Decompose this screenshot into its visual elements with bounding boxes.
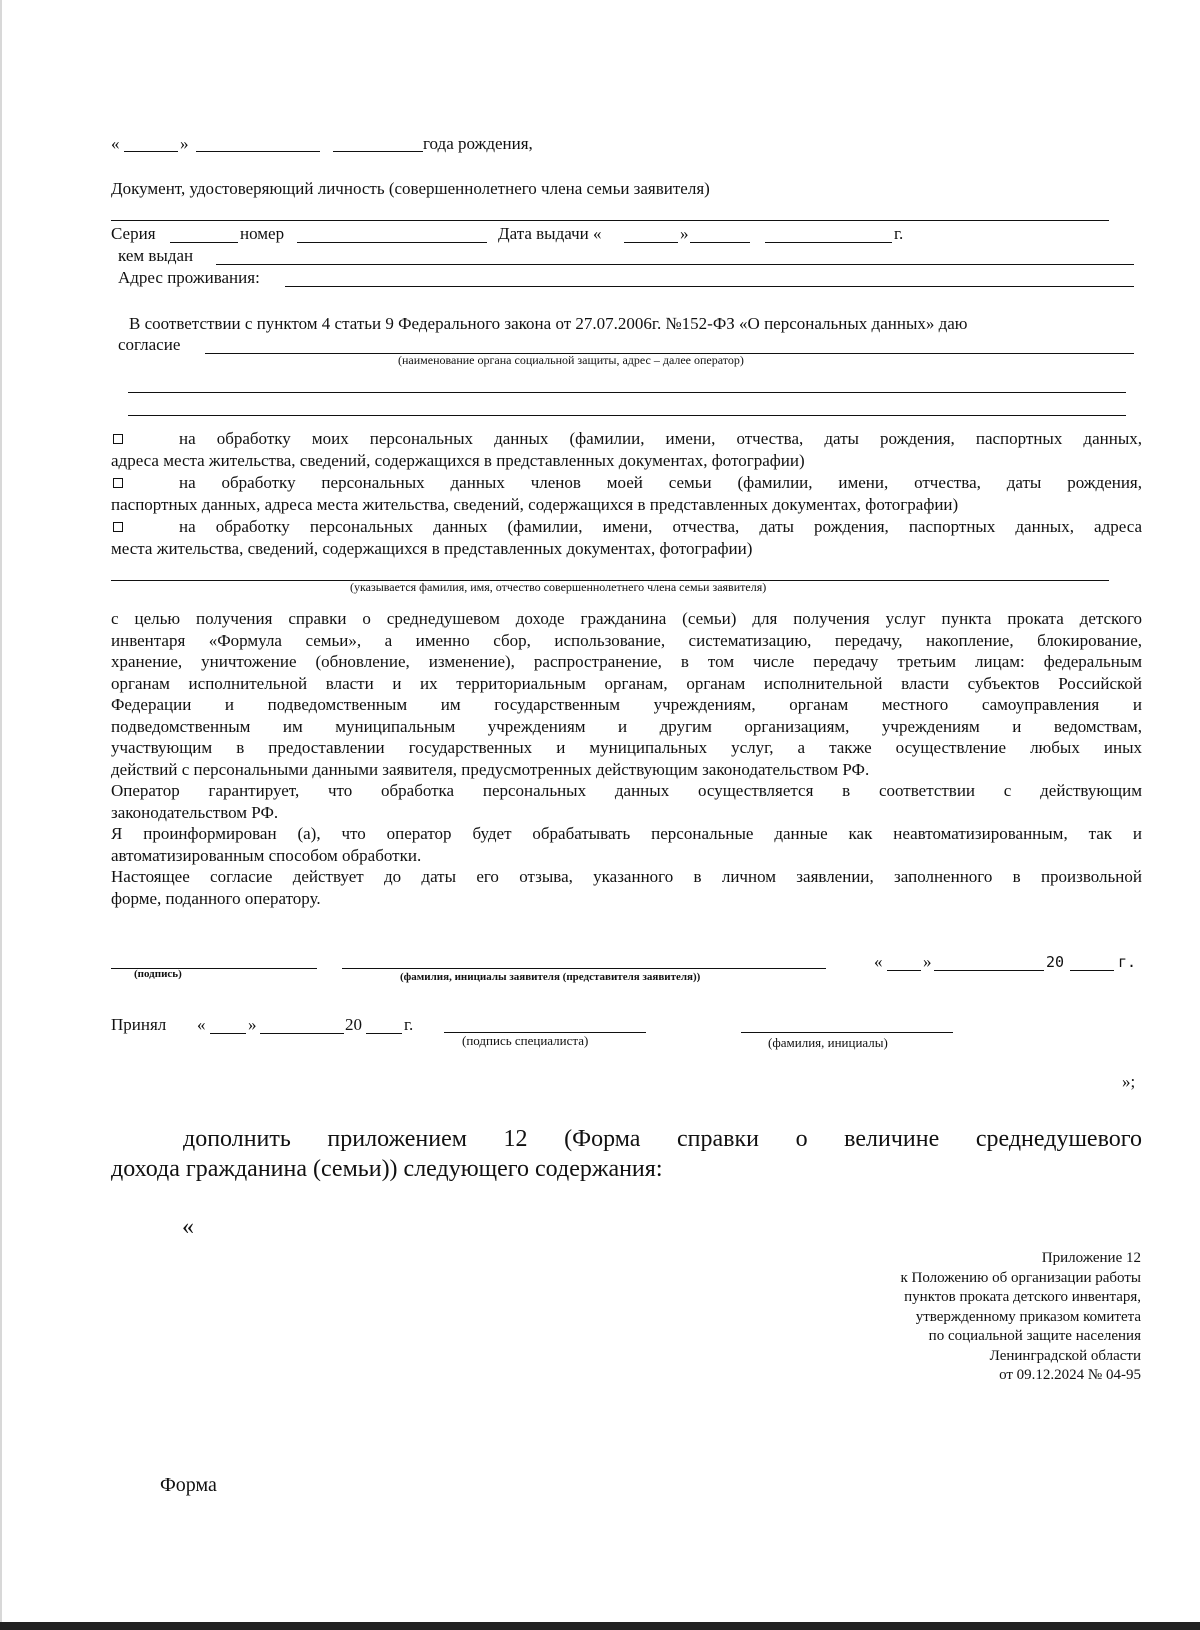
body-line: инвентаря «Формула семьи», а именно сбор, использование, систематизацию, передачу, накопление, блокирование, — [111, 630, 1142, 650]
separator-line — [111, 220, 1109, 221]
accepted-day-field[interactable] — [210, 1033, 246, 1034]
open-quote-big: « — [182, 1214, 194, 1240]
appendix-line: утвержденному приказом комитета — [915, 1308, 1141, 1325]
option-1-line2: адреса места жительства, сведений, содержащихся в представленных документах, фотографии) — [111, 450, 805, 470]
issue-quote-close: » — [680, 224, 689, 243]
accepted-close: » — [248, 1015, 257, 1034]
appendix-line: пунктов проката детского инвентаря, — [904, 1289, 1141, 1305]
appendix-line: от 09.12.2024 № 04-95 — [999, 1367, 1141, 1383]
amendment-text — [111, 1124, 1142, 1184]
body-line: Я проинформирован (а), что оператор будет обрабатывать персональные данные как неавтоматизированным, так и — [111, 824, 1142, 843]
series-field[interactable] — [170, 242, 238, 243]
body-line: Настоящее согласие действует до даты его отзыва, указанного в личном заявлении, заполненного в произвольной — [111, 867, 1142, 886]
issue-year-field[interactable] — [765, 242, 892, 243]
signature-caption: (подпись) — [134, 968, 182, 980]
issue-day-field[interactable] — [624, 242, 678, 243]
operator-caption: (наименование органа социальной защиты, адрес – далее оператор) — [398, 353, 744, 367]
body-line: автоматизированным способом обработки. — [111, 845, 422, 865]
body-line: действий с персональными данными заявителя, предусмотренных действующим законодательством РФ. — [111, 759, 870, 779]
issued-by-field[interactable] — [216, 264, 1134, 265]
doc-heading: Документ, удостоверяющий личность (совершеннолетнего члена семьи заявителя) — [111, 179, 710, 198]
operator-field-2[interactable] — [128, 392, 1126, 393]
body-line: участвующим в предоставлении государственных и муниципальных услуг, а также осуществление любых иных — [111, 738, 1142, 757]
sign-year-field[interactable] — [1070, 970, 1114, 971]
body-line: с целью получения справки о среднедушевом доходе гражданина (семьи) для получения услуг пункта проката детского — [111, 609, 1142, 628]
sign-month-field[interactable] — [934, 970, 1044, 971]
accepted-year-label: г. — [404, 1015, 414, 1034]
body-line: подведомственным им муниципальным учреждениям и другим организациям, учреждениям и ведомствам, — [111, 716, 1142, 736]
applicant-name-field[interactable] — [342, 968, 826, 969]
option-1-checkbox[interactable] — [113, 434, 123, 444]
body-line: форме, поданного оператору. — [111, 888, 321, 908]
sign-year-label: г. — [1118, 953, 1137, 971]
option-2-line2: паспортных данных, адреса места жительства, сведений, содержащихся в представленных документах, фотографии) — [111, 494, 959, 514]
accepted-century: 20 — [345, 1015, 362, 1034]
address-label: Адрес проживания: — [118, 268, 260, 287]
number-field[interactable] — [297, 242, 487, 243]
accepted-month-field[interactable] — [260, 1033, 344, 1034]
option-1 — [111, 428, 1142, 471]
accepted-open: « — [197, 1015, 206, 1034]
option-1-line1: на обработку моих персональных данных (фамилии, имени, отчества, даты рождения, паспортных данных, — [179, 429, 1142, 448]
address-field[interactable] — [285, 286, 1134, 287]
sign-century: 20 — [1046, 953, 1065, 971]
scan-edge — [0, 0, 2, 1630]
amendment-line2: дохода гражданина (семьи)) следующего содержания: — [111, 1156, 663, 1182]
appendix-line: Ленинградской области — [989, 1347, 1141, 1364]
body-line: Оператор гарантирует, что обработка персональных данных осуществляется в соответствии с действующим — [111, 781, 1142, 800]
accepted-label: Принял — [111, 1015, 167, 1034]
number-label: номер — [240, 224, 285, 243]
applicant-name-caption: (фамилия, инициалы заявителя (представителя заявителя)) — [400, 971, 701, 983]
consent-line2: согласие — [118, 335, 181, 354]
sign-date-close: » — [923, 952, 932, 971]
sign-day-field[interactable] — [887, 970, 921, 971]
birth-month-field[interactable] — [196, 151, 320, 152]
appendix-line: к Положению об организации работы — [900, 1269, 1141, 1286]
end-mark: »; — [1122, 1072, 1136, 1091]
consent-body — [111, 608, 1142, 909]
appendix-line: по социальной защите населения — [928, 1328, 1141, 1344]
consent-line1: В соответствии с пунктом 4 статьи 9 Федерального закона от 27.07.2006г. №152-ФЗ «О персональных данных» даю — [129, 314, 968, 333]
birth-day-field[interactable] — [124, 151, 178, 152]
body-line: хранение, уничтожение (обновление, изменение), распространение, в том числе передачу третьим лицам: федеральным — [111, 652, 1142, 671]
body-line: органам исполнительной власти и их территориальным органам, органам исполнительной власти субъектов Российской — [111, 673, 1142, 693]
option-3-line1: на обработку персональных данных (фамилии, имени, отчества, даты рождения, паспортных данных, адреса — [179, 517, 1142, 536]
birth-close-quote: » — [180, 134, 189, 153]
accepted-year-field[interactable] — [366, 1033, 402, 1034]
option-3-checkbox[interactable] — [113, 522, 123, 532]
body-line: законодательством РФ. — [111, 802, 279, 822]
form-label: Форма — [160, 1474, 217, 1496]
birth-open-quote: « — [111, 134, 120, 153]
series-label: Серия — [111, 224, 156, 243]
amendment-line1: дополнить приложением 12 (Форма справки о величине среднедушевого — [183, 1126, 1142, 1152]
specialist-name-field[interactable] — [741, 1032, 953, 1033]
appendix-block — [900, 1249, 1141, 1386]
option-2-checkbox[interactable] — [113, 478, 123, 488]
scan-bottom-bar — [0, 1622, 1200, 1630]
option-2 — [111, 472, 1142, 515]
specialist-caption: (подпись специалиста) — [462, 1033, 589, 1048]
member-caption: (указывается фамилия, имя, отчество совершеннолетнего члена семьи заявителя) — [350, 580, 767, 594]
appendix-line: Приложение 12 — [1041, 1250, 1141, 1266]
issue-date-label: Дата выдачи « — [498, 224, 602, 243]
option-2-line1: на обработку персональных данных членов моей семьи (фамилии, имени, отчества, даты рождения, — [179, 473, 1142, 492]
issue-year-label: г. — [894, 224, 904, 243]
option-3-line2: места жительства, сведений, содержащихся в представленных документах, фотографии) — [111, 538, 753, 558]
sign-date-open: « — [874, 952, 883, 971]
issued-by-label: кем выдан — [118, 246, 194, 265]
specialist-name-caption: (фамилия, инициалы) — [768, 1035, 888, 1050]
issue-month-field[interactable] — [690, 242, 750, 243]
operator-field-3[interactable] — [128, 415, 1126, 416]
birth-year-field[interactable] — [333, 151, 423, 152]
birth-year-label: года рождения, — [423, 134, 533, 153]
option-3 — [111, 516, 1142, 559]
body-line: Федерации и подведомственным им государственным учреждениям, органам местного самоуправления и — [111, 695, 1142, 714]
